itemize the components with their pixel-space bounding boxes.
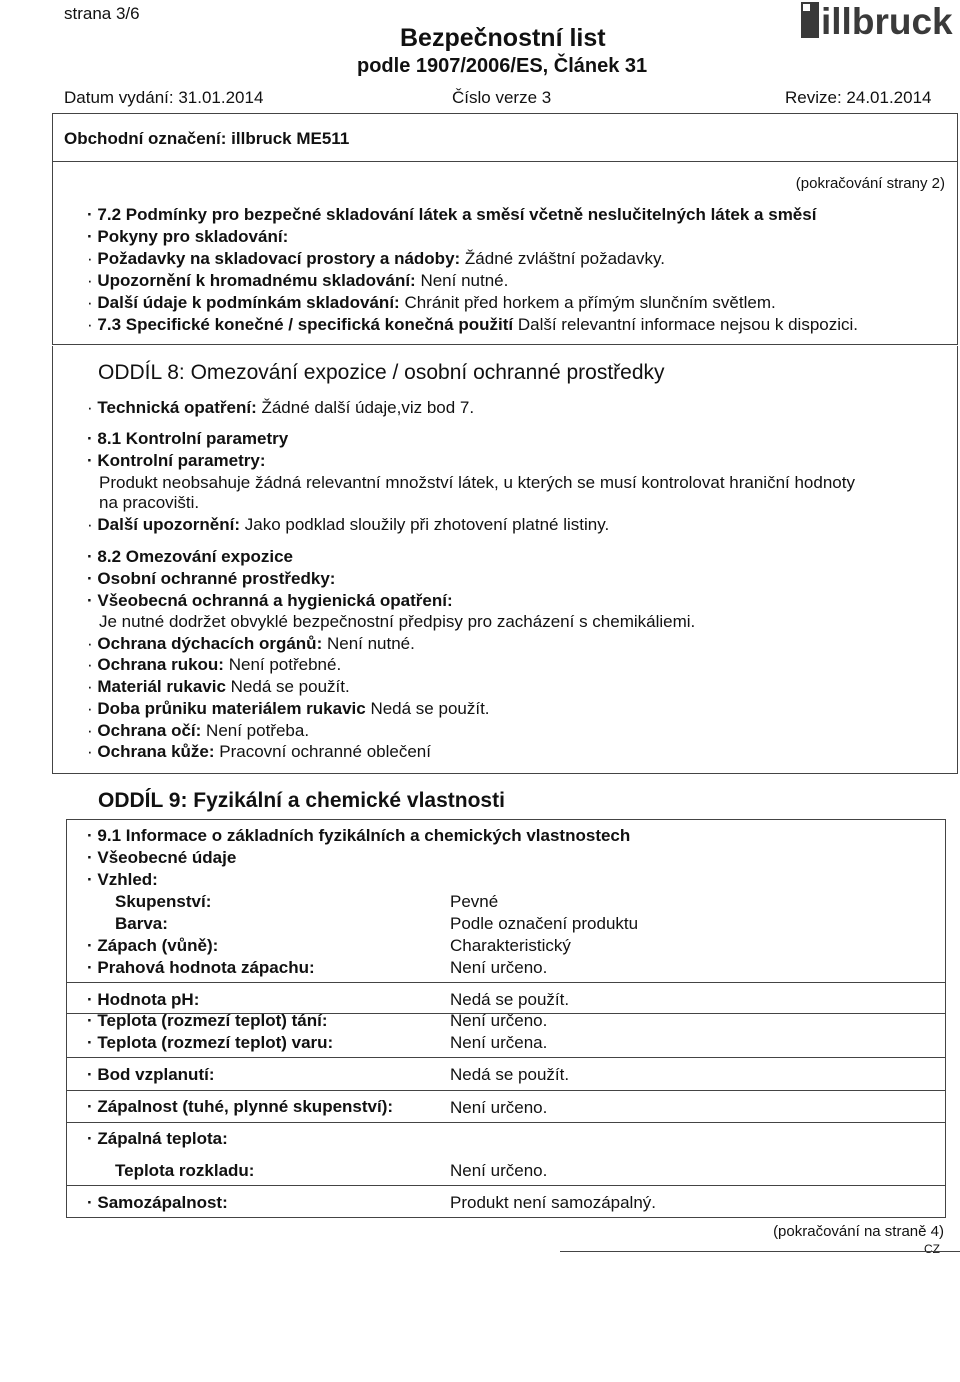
prop-label: · Prahová hodnota zápachu: [87,958,315,977]
divider [67,1057,945,1058]
section-9-1: · 9.1 Informace o základních fyzikálních a chemických vlastnostech [87,826,631,845]
glove-material: · Materiál rukavic Nedá se použít. [87,677,350,696]
respiratory-protection: · Ochrana dýchacích orgánů: Není nutné. [87,634,415,653]
issue-date: Datum vydání: 31.01.2014 [64,88,264,107]
divider [67,1122,945,1123]
prop-label: Barva: [115,914,168,933]
control-parameters: · Kontrolní parametry: [87,451,266,470]
eye-protection: · Ochrana očí: Není potřeba. [87,721,310,740]
trade-name: Obchodní označení: illbruck ME511 [64,129,350,148]
prop-value: Není určeno. [450,958,548,977]
divider [67,1185,945,1186]
hand-protection: · Ochrana rukou: Není potřebné. [87,655,342,674]
prop-label: · Samozápalnost: [87,1193,228,1212]
prop-label: · Bod vzplanutí: [87,1065,215,1084]
revision-date: Revize: 24.01.2014 [785,88,932,107]
prop-label: · Zápach (vůně): [87,936,219,955]
prop-label: · Zápalnost (tuhé, plynné skupenství): [87,1097,394,1116]
section8-box [52,346,958,774]
prop-value: Charakteristický [450,936,571,955]
section7-box [52,161,958,345]
further-notes: · Další upozornění: Jako podklad sloužily při zhotovení platné listiny. [87,515,610,534]
technical-measures: · Technická opatření: Žádné další údaje,viz bod 7. [87,398,475,417]
page-number: strana 3/6 [64,4,140,23]
section-7-2-heading: · 7.2 Podmínky pro bezpečné skladování látek a směsí včetně neslučitelných látek a směsí [87,205,817,224]
control-parameters-text-1: Produkt neobsahuje žádná relevantní množství látek, u kterých se musí kontrolovat hraniční hodnoty [99,473,855,492]
ppe-heading: · Osobní ochranné prostředky: [87,569,336,588]
section9-box [66,819,946,1218]
version-number: Číslo verze 3 [452,88,552,107]
section-8-2: · 8.2 Omezování expozice [87,547,293,566]
prop-label: · Teplota (rozmezí teplot) tání: [87,1011,328,1030]
prop-label: Teplota rozkladu: [115,1161,255,1180]
appearance: · Vzhled: [87,870,158,889]
section-8-title: ODDÍL 8: Omezování expozice / osobní ochranné prostředky [98,361,665,384]
continued-from: (pokračování strany 2) [795,175,945,192]
document-title: Bezpečnostní list [400,24,606,52]
skin-protection: · Ochrana kůže: Pracovní ochranné oblečení [87,742,431,761]
section-7-3: · 7.3 Specifické konečné / specifická konečná použití Další relevantní informace nejsou k dispozici. [87,315,859,334]
trade-name-box [52,113,958,162]
language-code: CZ [924,1242,940,1256]
prop-value: Není určeno. [450,1161,548,1180]
prop-value: Nedá se použít. [450,1065,570,1084]
logo-text: illbruck [821,1,953,40]
glove-penetration: · Doba průniku materiálem rukavic Nedá se použít. [87,699,490,718]
continued-to: (pokračování na straně 4) [773,1223,944,1240]
control-parameters-text-2: na pracovišti. [99,493,200,512]
prop-label: Skupenství: [115,892,212,911]
illbruck-logo [801,0,960,40]
document-subtitle: podle 1907/2006/ES, Článek 31 [357,55,648,77]
prop-value: Podle označení produktu [450,914,639,933]
prop-value: Není určeno. [450,1011,548,1030]
section-8-1: · 8.1 Kontrolní parametry [87,429,289,448]
prop-value: Pevné [450,892,499,911]
prop-value: Produkt není samozápalný. [450,1193,657,1212]
prop-label: · Zápalná teplota: [87,1129,228,1148]
prop-value: Není určeno. [450,1098,548,1117]
prop-value: Nedá se použít. [450,990,570,1009]
prop-label: · Teplota (rozmezí teplot) varu: [87,1033,334,1052]
hygiene-text: Je nutné dodržet obvyklé bezpečnostní předpisy pro zacházení s chemikáliemi. [99,612,696,631]
storage-instructions: · Pokyny pro skladování: [87,227,289,246]
divider [67,982,945,983]
footer-rule [560,1251,960,1252]
section-9-title: ODDÍL 9: Fyzikální a chemické vlastnosti [98,789,505,812]
general-info: · Všeobecné údaje [87,848,237,867]
storage-requirements: · Požadavky na skladovací prostory a nádoby: Žádné zvláštní požadavky. [87,249,665,268]
bulk-storage: · Upozornění k hromadnému skladování: Není nutné. [87,271,509,290]
further-storage: · Další údaje k podmínkám skladování: Chránit před horkem a přímým slunčním světlem. [87,293,776,312]
prop-value: Není určena. [450,1033,548,1052]
divider [67,1090,945,1091]
hygiene-heading: · Všeobecná ochranná a hygienická opatření: [87,591,453,610]
prop-label: · Hodnota pH: [87,990,200,1009]
